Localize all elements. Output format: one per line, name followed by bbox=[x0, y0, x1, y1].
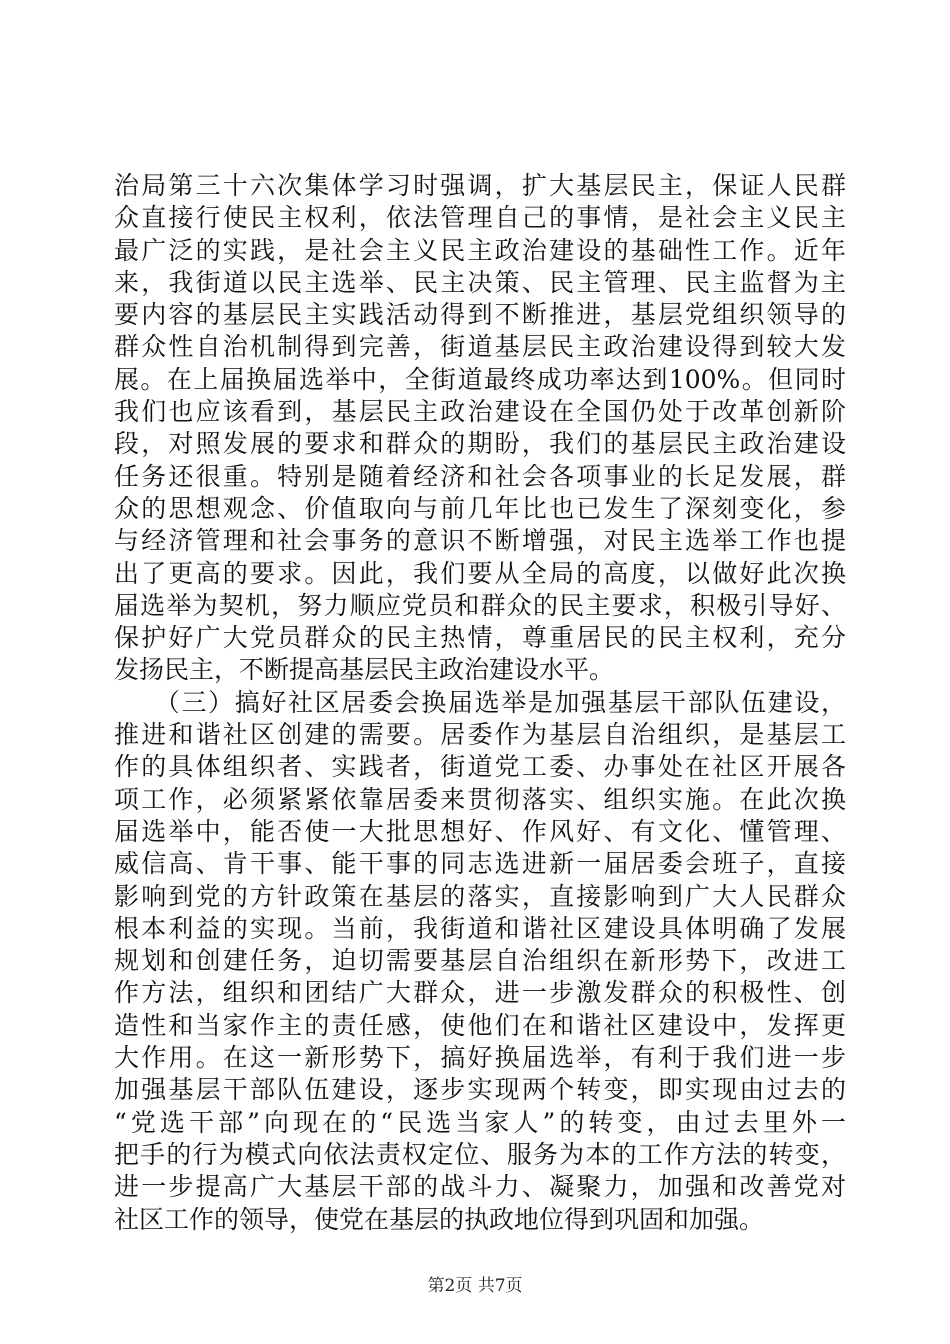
body-text-line: 出了更高的要求。因此，我们要从全局的高度，以做好此次换 bbox=[114, 558, 846, 588]
body-text-line: 最广泛的实践，是社会主义民主政治建设的基础性工作。近年 bbox=[114, 235, 846, 265]
body-text-line: 届选举为契机，努力顺应党员和群众的民主要求，积极引导好、 bbox=[114, 590, 846, 620]
body-text-line: 段，对照发展的要求和群众的期盼，我们的基层民主政治建设 bbox=[114, 429, 846, 459]
body-text-line: 影响到党的方针政策在基层的落实，直接影响到广大人民群众 bbox=[114, 881, 846, 911]
body-text-line: 我们也应该看到，基层民主政治建设在全国仍处于改革创新阶 bbox=[114, 397, 846, 427]
body-text-line: 众的思想观念、价值取向与前几年比也已发生了深刻变化，参 bbox=[114, 493, 846, 523]
body-text-line: 众直接行使民主权利，依法管理自己的事情，是社会主义民主 bbox=[114, 203, 846, 233]
body-text-line: 与经济管理和社会事务的意识不断增强，对民主选举工作也提 bbox=[114, 526, 846, 556]
body-text-line: 威信高、肯干事、能干事的同志选进新一届居委会班子，直接 bbox=[114, 849, 846, 879]
body-text-line: 发扬民主，不断提高基层民主政治建设水平。 bbox=[114, 655, 615, 685]
body-text-line: 作的具体组织者、实践者，街道党工委、办事处在社区开展各 bbox=[114, 752, 846, 782]
document-body bbox=[114, 170, 846, 1236]
body-text-line: 造性和当家作主的责任感，使他们在和谐社区建设中，发挥更 bbox=[114, 1010, 846, 1040]
body-text-line: 届选举中，能否使一大批思想好、作风好、有文化、懂管理、 bbox=[114, 816, 846, 846]
body-text-line: （三）搞好社区居委会换届选举是加强基层干部队伍建设， bbox=[114, 687, 846, 717]
body-text-line: 大作用。在这一新形势下，搞好换届选举，有利于我们进一步 bbox=[114, 1043, 846, 1073]
body-text-line: 群众性自治机制得到完善，街道基层民主政治建设得到较大发 bbox=[114, 332, 846, 362]
body-text-line: 保护好广大党员群众的民主热情，尊重居民的民主权利，充分 bbox=[114, 623, 846, 653]
body-text-line: 项工作，必须紧紧依靠居委来贯彻落实、组织实施。在此次换 bbox=[114, 784, 846, 814]
body-text-line: “党选干部”向现在的“民选当家人”的转变，由过去里外一 bbox=[114, 1107, 846, 1137]
body-text-line: 来，我街道以民主选举、民主决策、民主管理、民主监督为主 bbox=[114, 267, 846, 297]
body-text-line: 任务还很重。特别是随着经济和社会各项事业的长足发展，群 bbox=[114, 461, 846, 491]
body-text-line: 进一步提高广大基层干部的战斗力、凝聚力，加强和改善党对 bbox=[114, 1172, 846, 1202]
body-text-line: 加强基层干部队伍建设，逐步实现两个转变，即实现由过去的 bbox=[114, 1075, 846, 1105]
body-text-line: 要内容的基层民主实践活动得到不断推进，基层党组织领导的 bbox=[114, 300, 846, 330]
body-text-line: 推进和谐社区创建的需要。居委作为基层自治组织，是基层工 bbox=[114, 720, 846, 750]
body-text-line: 社区工作的领导，使党在基层的执政地位得到巩固和加强。 bbox=[114, 1204, 765, 1234]
body-text-line: 规划和创建任务，迫切需要基层自治组织在新形势下，改进工 bbox=[114, 946, 846, 976]
body-text-line: 展。在上届换届选举中，全街道最终成功率达到100%。但同时 bbox=[114, 364, 846, 394]
body-text-line: 作方法，组织和团结广大群众，进一步激发群众的积极性、创 bbox=[114, 978, 846, 1008]
page-footer: 第2页 共7页 bbox=[427, 1276, 523, 1296]
body-text-line: 治局第三十六次集体学习时强调，扩大基层民主，保证人民群 bbox=[114, 171, 846, 200]
body-text-line: 根本利益的实现。当前，我街道和谐社区建设具体明确了发展 bbox=[114, 913, 846, 943]
body-text-line: 把手的行为模式向依法责权定位、服务为本的工作方法的转变， bbox=[114, 1139, 846, 1169]
